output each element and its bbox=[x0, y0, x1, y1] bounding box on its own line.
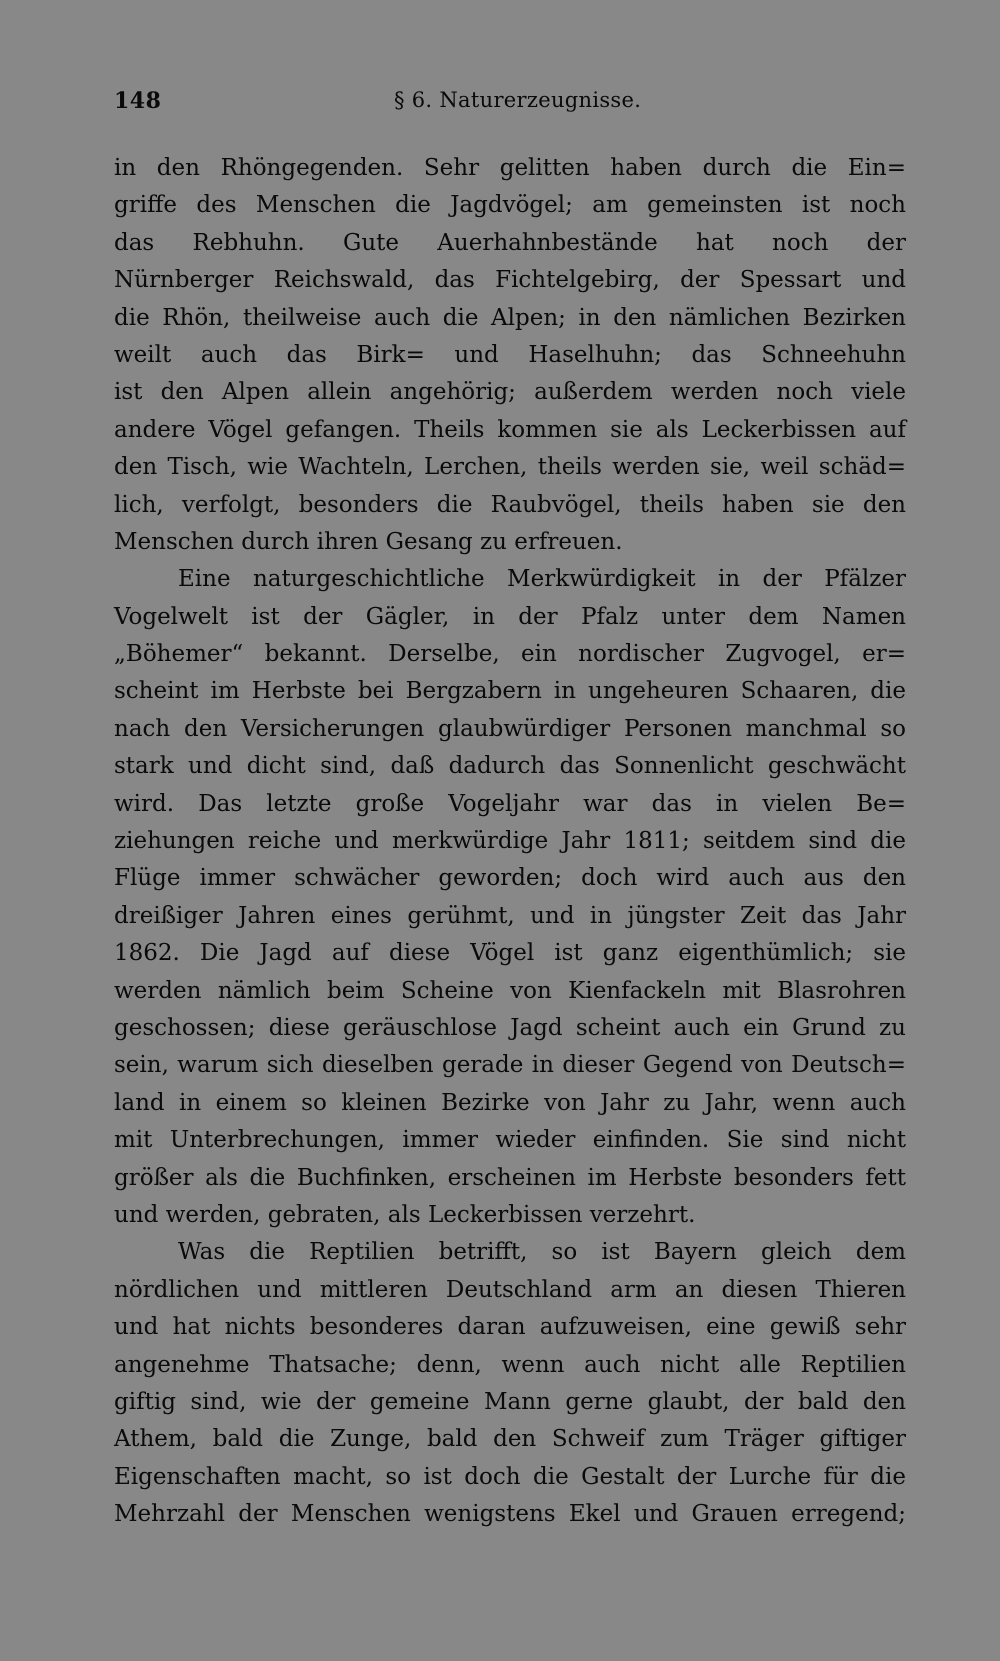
text-line: dreißiger Jahren eines gerühmt, und in jüngster Zeit das Jahr bbox=[114, 902, 906, 929]
text-line: land in einem so kleinen Bezirke von Jahr zu Jahr, wenn auch bbox=[114, 1089, 906, 1116]
text-line: Eigenschaften macht, so ist doch die Gestalt der Lurche für die bbox=[114, 1463, 906, 1490]
text-line: andere Vögel gefangen. Theils kommen sie als Leckerbissen auf bbox=[114, 416, 906, 443]
text-line: lich, verfolgt, besonders die Raubvögel, theils haben sie den bbox=[114, 491, 906, 518]
running-head bbox=[114, 88, 906, 124]
text-line: Flüge immer schwächer geworden; doch wird auch aus den bbox=[114, 865, 906, 892]
text-line: ist den Alpen allein angehörig; außerdem werden noch viele bbox=[114, 379, 906, 406]
text-line: weilt auch das Birk= und Haselhuhn; das Schneehuhn bbox=[114, 341, 906, 368]
text-line: in den Rhöngegenden. Sehr gelitten haben durch die Ein= bbox=[114, 155, 906, 181]
text-line: mit Unterbrechungen, immer wieder einfinden. Sie sind nicht bbox=[114, 1127, 906, 1154]
text-line: Mehrzahl der Menschen wenigstens Ekel und Grauen erregend; bbox=[114, 1501, 906, 1528]
text-line: ziehungen reiche und merkwürdige Jahr 1811; seitdem sind die bbox=[114, 828, 906, 855]
text-line: „Böhemer“ bekannt. Derselbe, ein nordischer Zugvogel, er= bbox=[114, 641, 906, 668]
text-line: das Rebhuhn. Gute Auerhahnbestände hat noch der bbox=[114, 229, 906, 256]
text-line: und werden, gebraten, als Leckerbissen verzehrt. bbox=[114, 1201, 696, 1228]
text-line: Was die Reptilien betrifft, so ist Bayern gleich dem bbox=[178, 1239, 906, 1266]
body-text bbox=[114, 150, 906, 1533]
text-line: Vogelwelt ist der Gägler, in der Pfalz unter dem Namen bbox=[114, 603, 906, 630]
text-line: stark und dicht sind, daß dadurch das Sonnenlicht geschwächt bbox=[114, 753, 906, 780]
text-line: sein, warum sich dieselben gerade in dieser Gegend von Deutsch= bbox=[114, 1052, 906, 1079]
text-line: Eine naturgeschichtliche Merkwürdigkeit in der Pfälzer bbox=[178, 566, 906, 593]
text-line: nördlichen und mittleren Deutschland arm an diesen Thieren bbox=[114, 1276, 906, 1303]
text-line: die Rhön, theilweise auch die Alpen; in den nämlichen Bezirken bbox=[114, 304, 906, 331]
text-line: giftig sind, wie der gemeine Mann gerne glaubt, der bald den bbox=[114, 1388, 906, 1415]
text-line: den Tisch, wie Wachteln, Lerchen, theils werden sie, weil schäd= bbox=[114, 454, 906, 481]
section-title: § 6. Naturerzeugnisse. bbox=[394, 88, 642, 112]
text-line: angenehme Thatsache; denn, wenn auch nicht alle Reptilien bbox=[114, 1351, 906, 1378]
text-line: 1862. Die Jagd auf diese Vögel ist ganz eigenthümlich; sie bbox=[114, 940, 906, 967]
text-line: Menschen durch ihren Gesang zu erfreuen. bbox=[114, 528, 623, 555]
text-line: griffe des Menschen die Jagdvögel; am gemeinsten ist noch bbox=[114, 192, 906, 219]
text-line: Nürnberger Reichswald, das Fichtelgebirg, der Spessart und bbox=[114, 267, 906, 294]
text-line: und hat nichts besonderes daran aufzuweisen, eine gewiß sehr bbox=[114, 1314, 906, 1341]
text-line: nach den Versicherungen glaubwürdiger Personen manchmal so bbox=[114, 715, 906, 742]
text-line: wird. Das letzte große Vogeljahr war das in vielen Be= bbox=[114, 790, 906, 817]
text-line: Athem, bald die Zunge, bald den Schweif zum Träger giftiger bbox=[114, 1426, 906, 1453]
text-line: werden nämlich beim Scheine von Kienfackeln mit Blasrohren bbox=[114, 977, 906, 1004]
text-line: scheint im Herbste bei Bergzabern in ungeheuren Schaaren, die bbox=[114, 678, 906, 705]
page-number: 148 bbox=[114, 88, 162, 114]
text-line: größer als die Buchfinken, erscheinen im Herbste besonders fett bbox=[114, 1164, 906, 1191]
text-line: geschossen; diese geräuschlose Jagd scheint auch ein Grund zu bbox=[114, 1014, 906, 1041]
